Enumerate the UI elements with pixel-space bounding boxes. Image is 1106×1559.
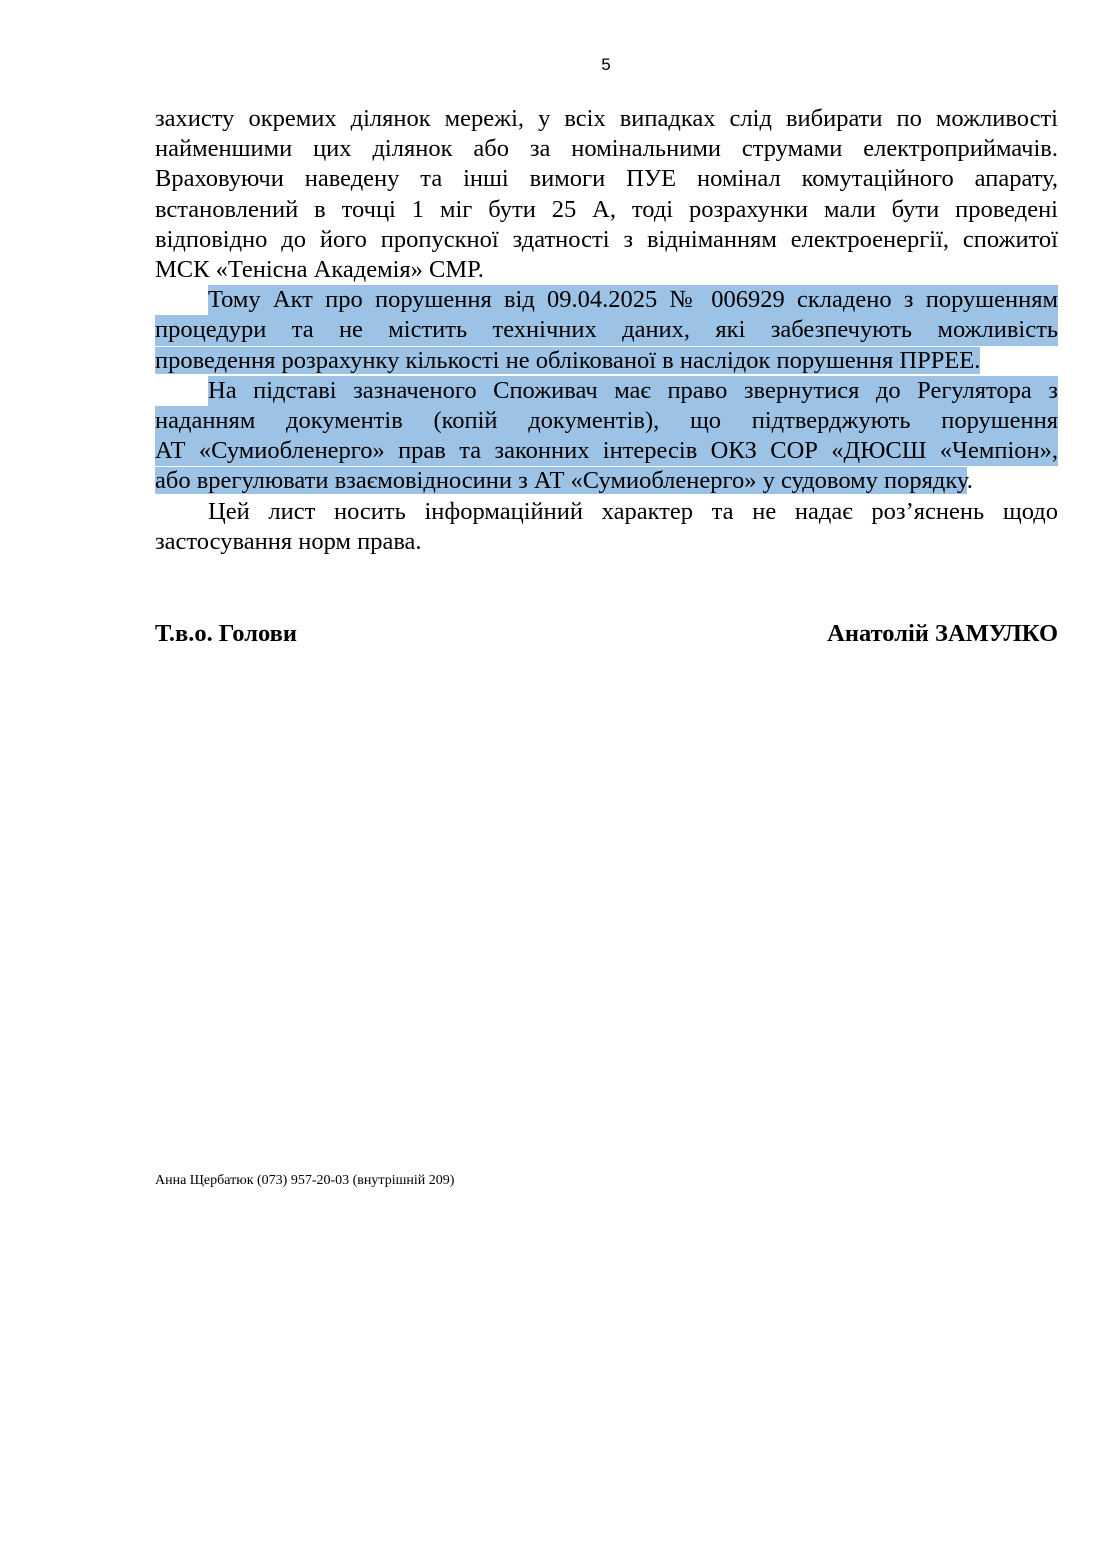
paragraph-4-line: Цей лист носить інформаційний характер та не надає роз’яснень щодо — [208, 497, 1058, 525]
paragraph-4-line: застосування норм права. — [155, 527, 422, 555]
paragraph-3-line: АТ «Сумиобленерго» прав та законних інтересів ОКЗ СОР «ДЮСШ «Чемпіон», — [155, 436, 1058, 466]
paragraph-3-line: наданням документів (копій документів), що підтверджують порушення — [155, 406, 1058, 436]
paragraph-3-line — [155, 466, 1058, 496]
signature-block — [155, 620, 1058, 648]
paragraph-2-line — [155, 346, 1058, 376]
paragraph-1-line: відповідно до його пропускної здатності з відніманням електроенергії, спожитої — [155, 225, 1058, 253]
paragraph-2-line: процедури та не містить технічних даних, які забезпечують можливість — [155, 315, 1058, 345]
page-number: 5 — [601, 55, 611, 74]
paragraph-1-line: захисту окремих ділянок мережі, у всіх випадках слід вибирати по можливості — [155, 105, 1058, 132]
highlight-span: проведення розрахунку кількості не облікованої в наслідок порушення ПРРЕЕ. — [155, 346, 981, 374]
highlight-span: або врегулювати взаємовідносини з АТ «Сумиобленерго» у судовому порядку — [155, 467, 967, 495]
paragraph-1-line: МСК «Тенісна Академія» СМР. — [155, 256, 484, 284]
letter-body — [155, 104, 1058, 557]
paragraph-1-line: найменшими цих ділянок або за номінальними струмами електроприймачів. — [155, 135, 1058, 163]
paragraph-1-line: встановлений в точці 1 міг бути 25 А, тоді розрахунки мали бути проведені — [155, 195, 1058, 223]
signatory-position: Т.в.о. Голови — [155, 620, 297, 647]
contact-footer: Анна Щербатюк (073) 957-20-03 (внутрішній 209) — [155, 1173, 455, 1188]
paragraph-1-line: Враховуючи наведену та інші вимоги ПУЕ номінал комутаційного апарату, — [155, 165, 1058, 193]
paragraph-3-period: . — [966, 467, 973, 495]
paragraph-3-line: На підставі зазначеного Споживач має право звернутися до Регулятора з — [155, 376, 1058, 406]
paragraph-2-line: Тому Акт про порушення від 09.04.2025 № 006929 складено з порушенням — [155, 285, 1058, 315]
signatory-name: Анатолій ЗАМУЛКО — [827, 620, 1058, 647]
